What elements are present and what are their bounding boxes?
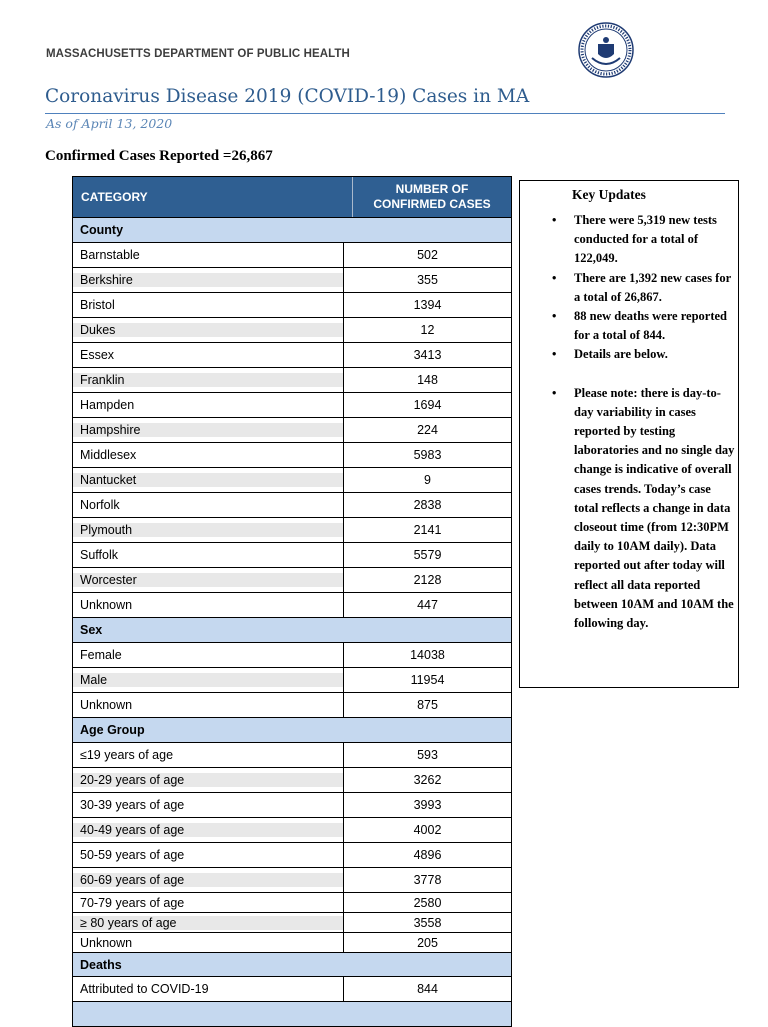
key-update-item: • There are 1,392 new cases for a total of 26,867. — [574, 269, 738, 307]
confirmed-total: Confirmed Cases Reported =26,867 — [45, 148, 273, 164]
row-value: 1394 — [343, 293, 511, 317]
table-row — [73, 518, 511, 543]
row-value: 875 — [343, 693, 511, 717]
row-category: 60-69 years of age — [73, 873, 343, 887]
county-rows — [73, 243, 511, 618]
table-row — [73, 868, 511, 893]
row-category: 70-79 years of age — [80, 895, 185, 910]
page-title: Coronavirus Disease 2019 (COVID-19) Cases in MA — [45, 86, 530, 107]
table-row — [73, 368, 511, 393]
row-value: 2128 — [343, 568, 511, 592]
row-category: Unknown — [80, 935, 133, 950]
table-row — [73, 493, 511, 518]
row-category: Plymouth — [73, 523, 343, 537]
row-value: 3413 — [343, 343, 511, 367]
title-divider — [45, 113, 725, 114]
row-value: 3558 — [343, 913, 511, 932]
row-category: Barnstable — [80, 248, 140, 262]
row-category: Nantucket — [73, 473, 343, 487]
row-value: 2141 — [343, 518, 511, 542]
table-row — [73, 818, 511, 843]
table-row — [73, 913, 511, 933]
section-label: Age Group — [80, 723, 145, 737]
department-name: MASSACHUSETTS DEPARTMENT OF PUBLIC HEALTH — [46, 48, 350, 60]
row-value: 3993 — [343, 793, 511, 817]
row-category: Worcester — [73, 573, 343, 587]
row-value: 224 — [343, 418, 511, 442]
row-category: Male — [73, 673, 343, 687]
table-row — [73, 343, 511, 368]
table-row — [73, 643, 511, 668]
table-row — [73, 843, 511, 868]
row-value: 502 — [343, 243, 511, 267]
as-of-date: As of April 13, 2020 — [46, 116, 173, 131]
row-category: Hampden — [80, 398, 135, 412]
row-value: 5983 — [343, 443, 511, 467]
section-county — [73, 218, 511, 243]
table-row — [73, 393, 511, 418]
row-value: 11954 — [343, 668, 511, 692]
row-category: Norfolk — [80, 498, 120, 512]
table-row — [73, 793, 511, 818]
cases-column-header — [353, 177, 511, 217]
table-row — [73, 768, 511, 793]
cases-header-line2: CONFIRMED CASES — [373, 197, 491, 211]
table-row — [73, 693, 511, 718]
row-value: 14038 — [343, 643, 511, 667]
key-updates-list — [520, 211, 738, 633]
row-value: 2838 — [343, 493, 511, 517]
table-row — [73, 443, 511, 468]
table-row — [73, 268, 511, 293]
key-update-item: • Please note: there is day-to-day variability in cases reported by testing laboratories and no single day change is indicative of overall cases trends. Today’s case total reflects a change in data closeout time (from 12:30PM daily to 10AM daily). Data reported out after today will reflect all data reported between 10AM and 10AM the following day. — [574, 384, 738, 634]
row-value: 593 — [343, 743, 511, 767]
row-category: 20-29 years of age — [73, 773, 343, 787]
row-category: Unknown — [80, 598, 133, 612]
category-column-header: CATEGORY — [73, 177, 353, 217]
row-value: 9 — [343, 468, 511, 492]
table-row — [73, 593, 511, 618]
section-label: Sex — [80, 623, 103, 637]
table-footer — [73, 1002, 511, 1026]
section-label: Deaths — [80, 957, 122, 972]
row-category: Unknown — [80, 698, 133, 712]
row-value: 447 — [343, 593, 511, 617]
row-category: Middlesex — [80, 448, 137, 462]
table-row — [73, 743, 511, 768]
row-category: Female — [80, 648, 122, 662]
table-row — [73, 318, 511, 343]
table-row — [73, 418, 511, 443]
row-value: 1694 — [343, 393, 511, 417]
section-label: County — [80, 223, 124, 237]
key-update-item: • Details are below. — [574, 345, 738, 364]
key-updates-title: Key Updates — [572, 187, 646, 202]
row-value: 844 — [343, 977, 511, 1001]
table-row — [73, 468, 511, 493]
table-row — [73, 933, 511, 953]
table-row — [73, 568, 511, 593]
key-update-item: • 88 new deaths were reported for a total of 844. — [574, 307, 738, 345]
row-category: ≥ 80 years of age — [73, 916, 343, 930]
row-value: 12 — [343, 318, 511, 342]
row-category: 50-59 years of age — [80, 848, 185, 862]
table-row — [73, 977, 511, 1002]
section-deaths — [73, 953, 511, 977]
deaths-rows — [73, 977, 511, 1002]
section-age-group — [73, 718, 511, 743]
row-category: Berkshire — [73, 273, 343, 287]
table-header — [73, 177, 511, 218]
key-update-item: • There were 5,319 new tests conducted for a total of 122,049. — [574, 211, 738, 269]
table-row — [73, 668, 511, 693]
row-category: Essex — [80, 348, 115, 362]
table-row — [73, 893, 511, 913]
row-value: 355 — [343, 268, 511, 292]
row-category: Attributed to COVID-19 — [80, 982, 209, 996]
row-value: 2580 — [343, 893, 511, 912]
cases-header-line1: NUMBER OF — [395, 182, 469, 196]
row-value: 5579 — [343, 543, 511, 567]
state-seal-logo — [578, 22, 634, 78]
key-updates-box — [519, 180, 739, 688]
row-category: Dukes — [73, 323, 343, 337]
row-category: ≤19 years of age — [80, 748, 174, 762]
row-category: Suffolk — [80, 548, 118, 562]
row-value: 205 — [343, 933, 511, 952]
section-sex — [73, 618, 511, 643]
table-row — [73, 293, 511, 318]
row-value: 4002 — [343, 818, 511, 842]
row-value: 3778 — [343, 868, 511, 892]
row-category: Bristol — [80, 298, 115, 312]
row-category: Hampshire — [73, 423, 343, 437]
row-category: 40-49 years of age — [73, 823, 343, 837]
cases-table — [72, 176, 512, 1027]
age-rows — [73, 743, 511, 953]
row-category: 30-39 years of age — [80, 798, 185, 812]
row-category: Franklin — [73, 373, 343, 387]
table-row — [73, 543, 511, 568]
row-value: 4896 — [343, 843, 511, 867]
row-value: 148 — [343, 368, 511, 392]
row-value: 3262 — [343, 768, 511, 792]
sex-rows — [73, 643, 511, 718]
table-row — [73, 243, 511, 268]
